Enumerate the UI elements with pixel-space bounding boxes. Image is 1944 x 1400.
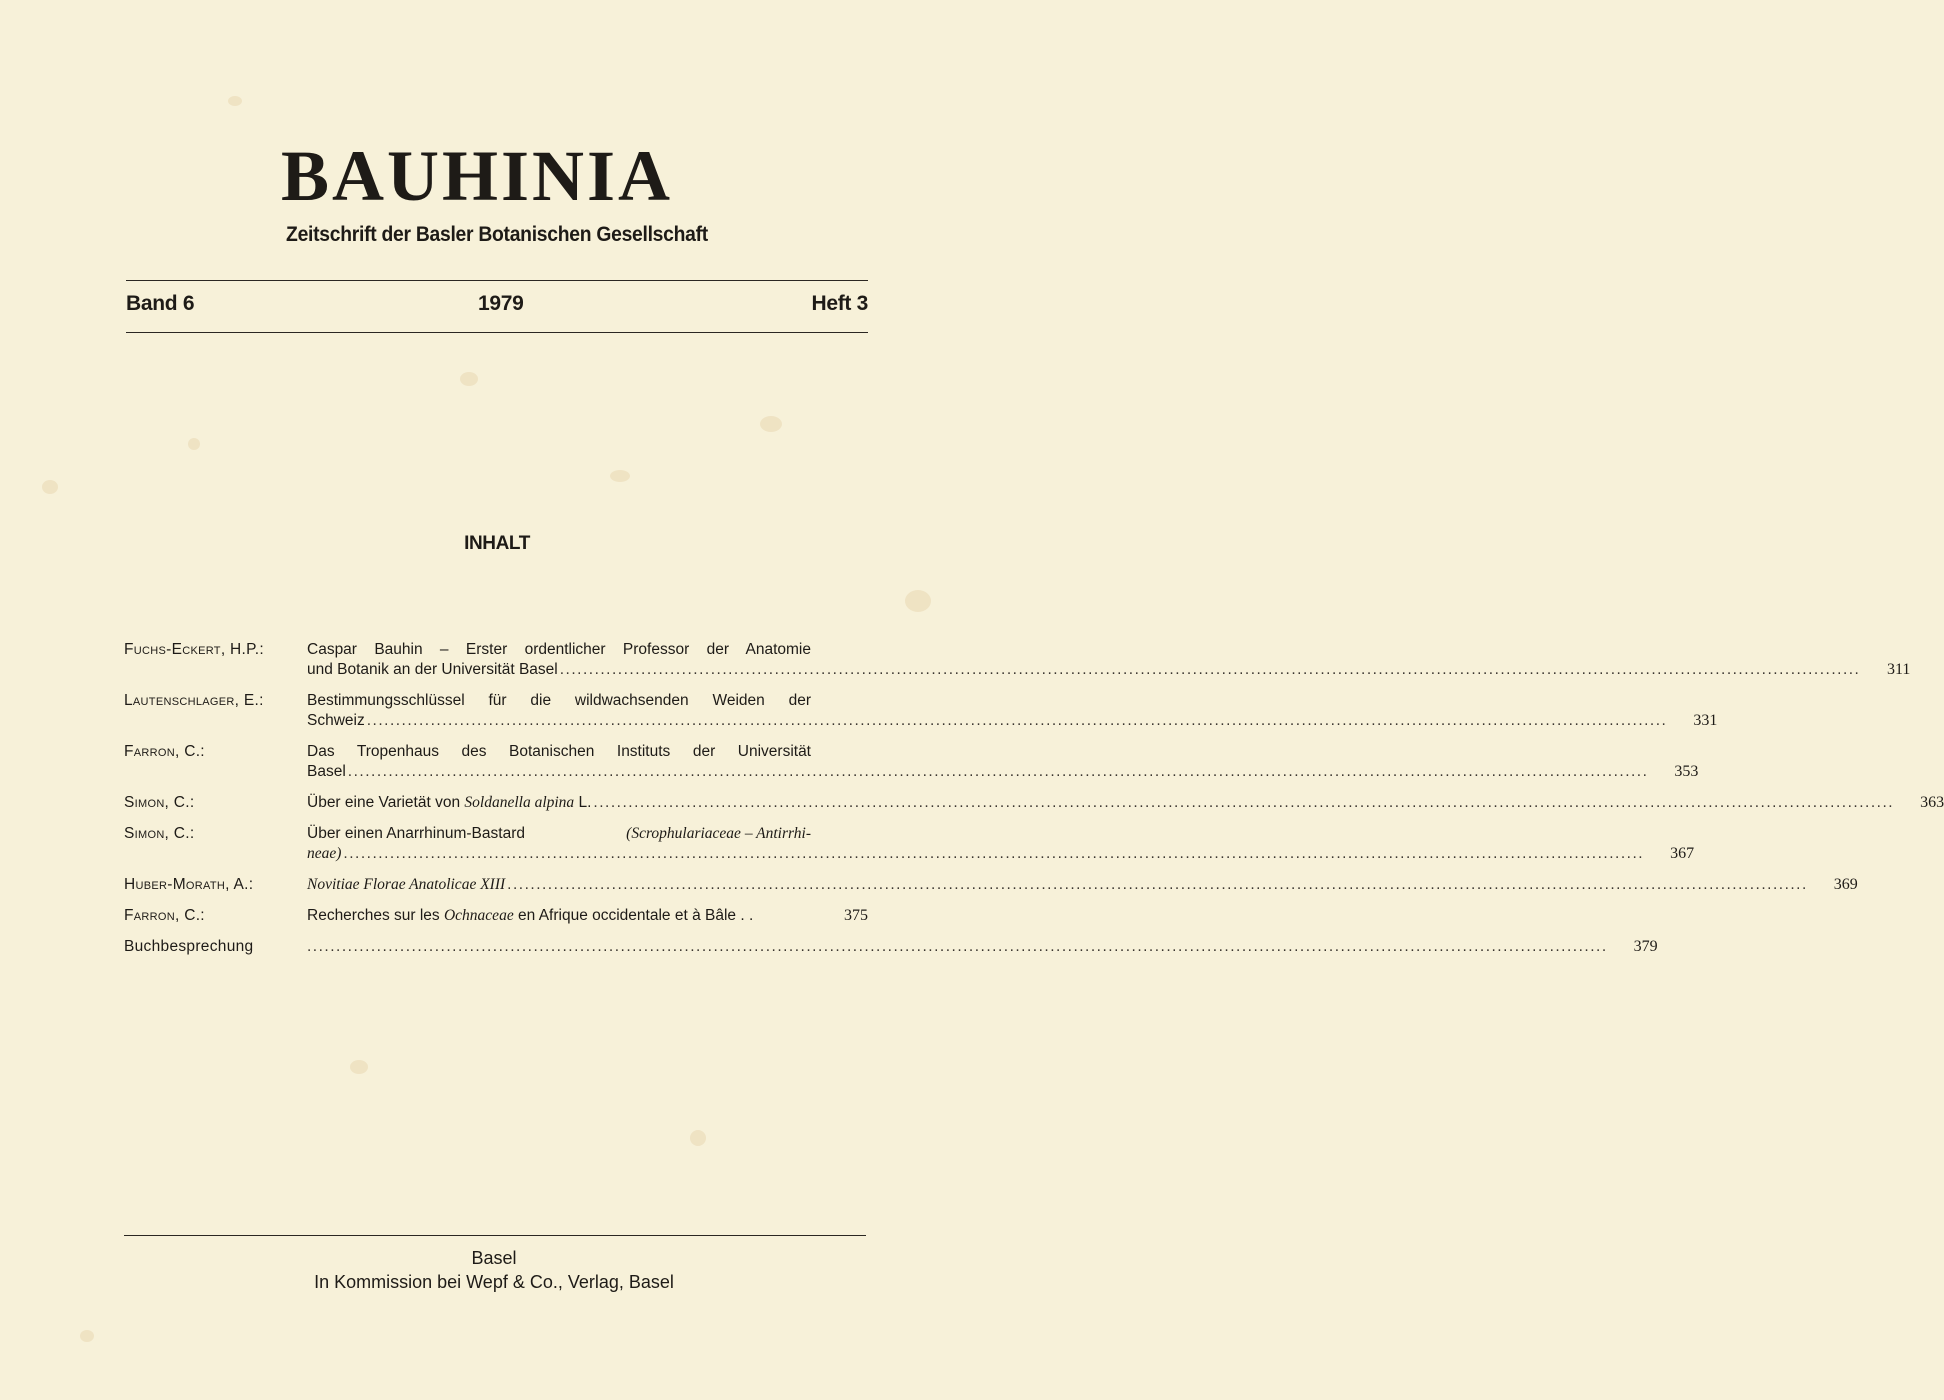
toc-page-number: 353 — [1674, 763, 1699, 780]
toc-title — [307, 691, 1717, 731]
toc-author: Farron, C.: — [124, 743, 205, 760]
toc-page-number: 311 — [1886, 661, 1911, 678]
top-rule — [126, 280, 868, 281]
contents-heading: INHALT — [464, 533, 530, 554]
toc-title-text: Schweiz — [307, 712, 365, 729]
paper-speck — [905, 590, 931, 612]
toc-title-text: en Afrique occidentale et à Bâle . . — [513, 907, 754, 924]
dot-leader — [507, 875, 1808, 895]
toc-title-line: Das Tropenhaus des Botanischen Instituts der Universität — [307, 743, 811, 760]
paper-speck — [350, 1060, 368, 1074]
toc-title-line — [307, 762, 1698, 782]
issue-bottom-rule — [126, 332, 868, 333]
toc-page-number: 375 — [844, 907, 868, 924]
toc-author: Fuchs-Eckert, H.P.: — [124, 641, 264, 658]
toc-title — [307, 906, 868, 926]
toc-title-line — [307, 711, 1717, 731]
paper-speck — [228, 96, 242, 106]
dot-leader — [343, 844, 1644, 864]
toc-title — [307, 875, 1858, 895]
toc-entry — [124, 824, 1695, 864]
toc-title-italic: Novitiae Florae Anatolicae XIII — [307, 876, 506, 893]
issue-info-row — [126, 292, 868, 322]
paper-speck — [42, 480, 58, 494]
toc-title-italic: Soldanella alpina — [464, 794, 575, 811]
toc-title-text: Recherches sur les — [307, 907, 444, 924]
toc-title-italic: Ochnaceae — [443, 907, 514, 924]
volume-label: Band 6 — [126, 292, 195, 315]
toc-title-text: Basel — [307, 763, 346, 780]
toc-title — [307, 793, 1944, 813]
toc-title-italic: (Scrophulariaceae – Antirrhi- — [626, 825, 811, 842]
toc-title-line — [307, 793, 1944, 813]
toc-title — [307, 824, 1694, 864]
footer-rule — [124, 1235, 866, 1236]
paper-speck — [460, 372, 478, 386]
toc-author: Lautenschlager, E.: — [124, 692, 264, 709]
toc-entry — [124, 742, 1699, 782]
toc-title — [307, 640, 1910, 680]
toc-title — [307, 937, 1658, 957]
toc-author: Farron, C.: — [124, 907, 205, 924]
journal-subtitle: Zeitschrift der Basler Botanischen Gesellschaft — [286, 223, 708, 246]
toc-title-line: Bestimmungsschlüssel für die wildwachsenden Weiden der — [307, 692, 811, 709]
toc-page-number: 331 — [1693, 712, 1718, 729]
toc-title-line — [307, 824, 811, 844]
toc-entry — [124, 793, 1944, 813]
toc-title-line — [307, 660, 1910, 680]
table-of-contents — [124, 640, 1944, 968]
footer-publisher: In Kommission bei Wepf & Co., Verlag, Basel — [314, 1272, 674, 1292]
toc-page-number: 363 — [1920, 794, 1944, 811]
toc-author: Huber-Morath, A.: — [124, 876, 254, 893]
paper-speck — [188, 438, 200, 450]
toc-title-italic: neae) — [307, 845, 342, 862]
paper-speck — [760, 416, 782, 432]
toc-entry — [124, 906, 868, 926]
footer-city: Basel — [471, 1248, 517, 1268]
toc-author: Simon, C.: — [124, 825, 195, 842]
toc-title-text: und Botanik an der Universität Basel — [307, 661, 558, 678]
dot-leader — [593, 793, 1894, 813]
dot-leader — [560, 660, 1861, 680]
toc-entry — [124, 640, 1911, 680]
toc-page-number: 367 — [1670, 845, 1695, 862]
paper-speck — [610, 470, 630, 482]
toc-title-text: L. — [574, 794, 592, 811]
toc-author: Buchbesprechung — [124, 938, 254, 955]
issue-label: Heft 3 — [811, 292, 868, 315]
toc-title-text: Über eine Varietät von — [307, 794, 465, 811]
toc-title-line — [307, 937, 1658, 957]
paper-speck — [690, 1130, 706, 1146]
dot-leader — [307, 937, 1608, 957]
toc-entry — [124, 875, 1858, 895]
toc-entry — [124, 691, 1718, 731]
toc-title-text: Über einen Anarrhinum-Bastard — [307, 825, 530, 842]
paper-speck — [80, 1330, 94, 1342]
toc-title-line: Caspar Bauhin – Erster ordentlicher Professor der Anatomie — [307, 641, 811, 658]
year-label: 1979 — [478, 292, 524, 315]
dot-leader — [348, 762, 1649, 782]
toc-page-number: 379 — [1633, 938, 1658, 955]
toc-entry — [124, 937, 1658, 957]
toc-title-line — [307, 875, 1858, 895]
dot-leader — [367, 711, 1668, 731]
toc-page-number: 369 — [1833, 876, 1858, 893]
toc-title-line — [307, 906, 868, 926]
toc-title — [307, 742, 1698, 782]
journal-title: BAUHINIA — [280, 136, 674, 216]
toc-title-line — [307, 844, 1694, 864]
toc-author: Simon, C.: — [124, 794, 195, 811]
